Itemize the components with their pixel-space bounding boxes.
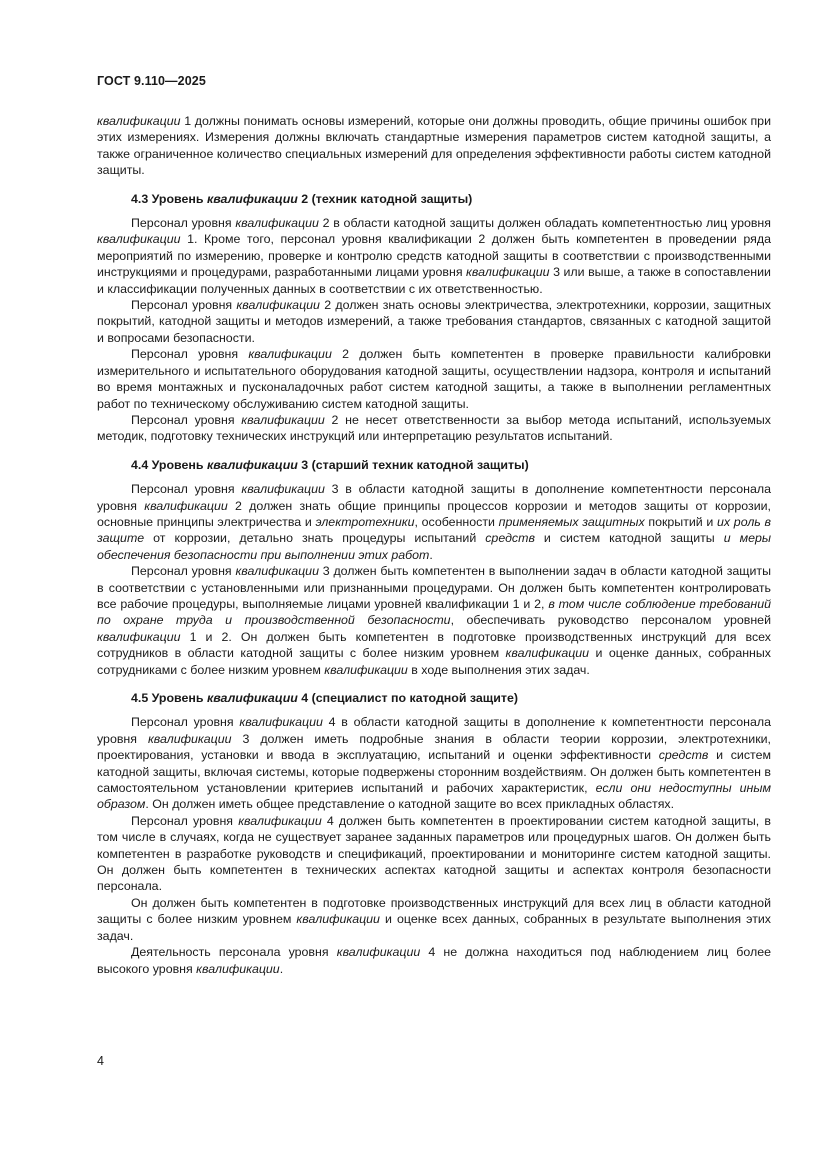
italic-term: квалификации <box>196 961 280 976</box>
document-body <box>97 113 771 977</box>
page-number: 4 <box>97 1054 104 1068</box>
document-code-header: ГОСТ 9.110—2025 <box>97 74 206 88</box>
italic-term: в том числе соблюдение требований по охране труда и производственной безопасности <box>97 596 771 628</box>
italic-term: средств <box>485 531 535 546</box>
italic-term: средств <box>658 748 709 763</box>
italic-term: квалификации <box>324 662 408 677</box>
text-run: в ходе выполнения этих задач. <box>407 662 590 677</box>
text-run: 3 в области катодной защиты в дополнение компетентности персонала уровня <box>97 482 771 513</box>
italic-term: квалификации <box>241 412 325 427</box>
text-run: 2 должен знать общие принципы процессов коррозии и методов защиты от коррозии, основные принципы электричества и <box>97 498 771 529</box>
italic-term: их роль в защите <box>97 514 771 546</box>
text-run: 1. Кроме того, персонал уровня квалификации 2 должен быть компетентен в проведении ряда мероприятий по измерению, проверке и контролю средств катодной защиты в соответствии с производственными инструкциями и процедурами, разработанными лицами уровня <box>97 232 771 280</box>
text-run: Персонал уровня <box>131 412 242 427</box>
paragraph-4-4-2 <box>97 563 771 678</box>
text-run: 4 в области катодной защиты в дополнение к компетентности персонала уровня <box>97 715 771 746</box>
paragraph-4-4-1 <box>97 481 771 563</box>
paragraph-4-5-3 <box>97 895 771 944</box>
paragraph-4-5-2 <box>97 813 771 895</box>
heading-text: 2 (техник катодной защиты) <box>297 191 473 206</box>
italic-term: квалификации <box>144 498 228 513</box>
italic-term: квалификации <box>238 813 322 828</box>
text-run: покрытий и <box>644 514 718 529</box>
text-run: 2 должен знать основы электричества, электротехники, коррозии, защитных покрытий, катодной защиты и методов измерений, а также требования стандартов, связанных с катодной защитой и вопросами безопасности. <box>97 298 771 345</box>
text-run: Персонал уровня <box>131 347 249 362</box>
section-heading-4-5 <box>97 690 771 706</box>
text-run: и оценке данных, собранных сотрудниками с более низким уровнем <box>97 646 772 677</box>
text-run: 3 должен иметь подробные знания в области теории коррозии, электротехники, проектирования, установки и ввода в эксплуатацию, испытаний и оценки эффективности <box>97 731 771 763</box>
italic-term: квалификации <box>235 216 319 231</box>
italic-term: квалификации <box>236 298 320 313</box>
italic-term: квалификации <box>235 564 319 579</box>
italic-term: квалификации <box>466 265 550 280</box>
text-run: и оценке всех данных, собранных в результате выполнения этих задач. <box>97 912 771 943</box>
italic-term: квалификации <box>97 629 181 644</box>
text-run: 3 или выше, а также в сопоставлении и классификации полученных данных в соответствии с их ответственностью. <box>97 265 771 296</box>
text-run: 4 должен быть компетентен в проектировании систем катодной защиты, в том числе в случаях, когда не существует заранее заданных параметров или процедурных шагов. Он должен быть компетентен в разработке руководств и спецификаций, проектировании и мониторинге систем катодной защиты. Он должен быть компетентен в технических аспектах катодной защиты и аспектах контроля безопасности персонала. <box>97 813 771 894</box>
heading-text: 3 (старший техник катодной защиты) <box>297 457 529 472</box>
italic-term: квалификации <box>147 731 232 746</box>
paragraph-4-5-1 <box>97 714 771 812</box>
italic-term: квалификации <box>296 912 380 927</box>
text-run: 1 и 2. Он должен быть компетентен в подготовке производственных инструкций для всех сотрудников в области катодной защиты с более низким уровнем <box>97 629 771 661</box>
text-run: . <box>279 961 284 976</box>
italic-term: квалификации <box>239 715 323 730</box>
section-heading-4-4 <box>97 457 771 473</box>
heading-italic: квалификации <box>206 191 298 206</box>
italic-term: и меры обеспечения безопасности при выполнении этих работ <box>97 531 771 562</box>
italic-term: квалификации <box>241 482 325 497</box>
heading-number: 4.3 Уровень <box>131 191 207 206</box>
text-run: Персонал уровня <box>131 564 236 579</box>
text-run: и систем катодной защиты <box>534 531 724 546</box>
text-run: 1 должны понимать основы измерений, которые они должны проводить, общие причины ошибок при этих измерениях. Измерения должны включать стандартные измерения параметров систем катодной защиты, а также ограниченное количество специальных измерений для определения эффективности работы систем катодной защиты. <box>97 114 771 178</box>
text-run: . <box>429 547 433 562</box>
text-run: Он должен быть компетентен в подготовке производственных инструкций для всех лиц в области катодной защиты с более низким уровнем <box>97 895 771 927</box>
intro-paragraph <box>97 113 771 179</box>
italic-term: квалификации <box>505 646 590 661</box>
italic-term: квалификации <box>248 347 332 362</box>
text-run: Персонал уровня <box>131 482 242 497</box>
text-run: Персонал уровня <box>131 298 237 313</box>
text-run: 2 не несет ответственности за выбор метода испытаний, используемых методик, подготовку технических инструкций или интерпретацию результатов испытаний. <box>97 412 771 444</box>
paragraph-4-3-3 <box>97 346 771 412</box>
text-run: . Он должен иметь общее представление о катодной защите во всех прикладных областях. <box>145 797 675 812</box>
heading-text: 4 (специалист по катодной защите) <box>297 691 518 705</box>
text-run: , обеспечивать руководство персоналом уровней <box>450 613 771 628</box>
text-run: Персонал уровня <box>131 715 240 730</box>
italic-term: квалификации <box>336 945 421 960</box>
paragraph-4-3-4 <box>97 412 771 445</box>
text-run: 2 должен быть компетентен в проверке правильности калибровки измерительного и испытательного оборудования катодной защиты, осуществлении надзора, контроля и испытаний во время монтажных и пусконаладочных работ систем катодной защиты, а также в выполнении регламентных работ по техническому обслуживанию систем катодной защиты. <box>97 347 771 411</box>
paragraph-4-3-2 <box>97 297 771 346</box>
italic-term: если они недоступны иным образом <box>97 781 771 812</box>
text-run: от коррозии, детально знать процедуры испытаний <box>144 531 486 546</box>
text-run: Персонал уровня <box>131 216 236 231</box>
paragraph-4-5-4 <box>97 944 771 977</box>
heading-number: 4.5 Уровень <box>131 691 207 705</box>
text-run: 3 должен быть компетентен в выполнении задач в области катодной защиты в соответствии с установленными или признанными процедурами. Он должен быть компетентен контролировать все рабочие процедуры, выполняемые лицами уровней квалификации 1 и 2, <box>97 564 771 611</box>
italic-term: электротехники <box>315 514 415 529</box>
text-run: Персонал уровня <box>131 813 239 828</box>
heading-italic: квалификации <box>206 457 298 472</box>
text-run: 2 в области катодной защиты должен обладать компетентностью лиц уровня <box>318 216 771 231</box>
paragraph-4-3-1 <box>97 215 771 297</box>
italic-term: квалификации <box>97 232 181 247</box>
text-run: и систем катодной защиты, включая системы, которые подвержены сторонним воздействиям. Он должен быть компетентен в самостоятельном установлении критериев испытаний и рабочих характеристик, <box>97 748 771 796</box>
text-run: Деятельность персонала уровня <box>131 945 337 960</box>
heading-number: 4.4 Уровень <box>131 457 207 472</box>
italic-term: применяемых защитных <box>498 514 645 529</box>
section-heading-4-3 <box>97 191 771 207</box>
heading-italic: квалификации <box>206 691 298 705</box>
italic-term: квалификации <box>97 114 181 128</box>
text-run: 4 не должна находиться под наблюдением лиц более высокого уровня <box>97 945 772 976</box>
text-run: , особенности <box>414 514 499 529</box>
